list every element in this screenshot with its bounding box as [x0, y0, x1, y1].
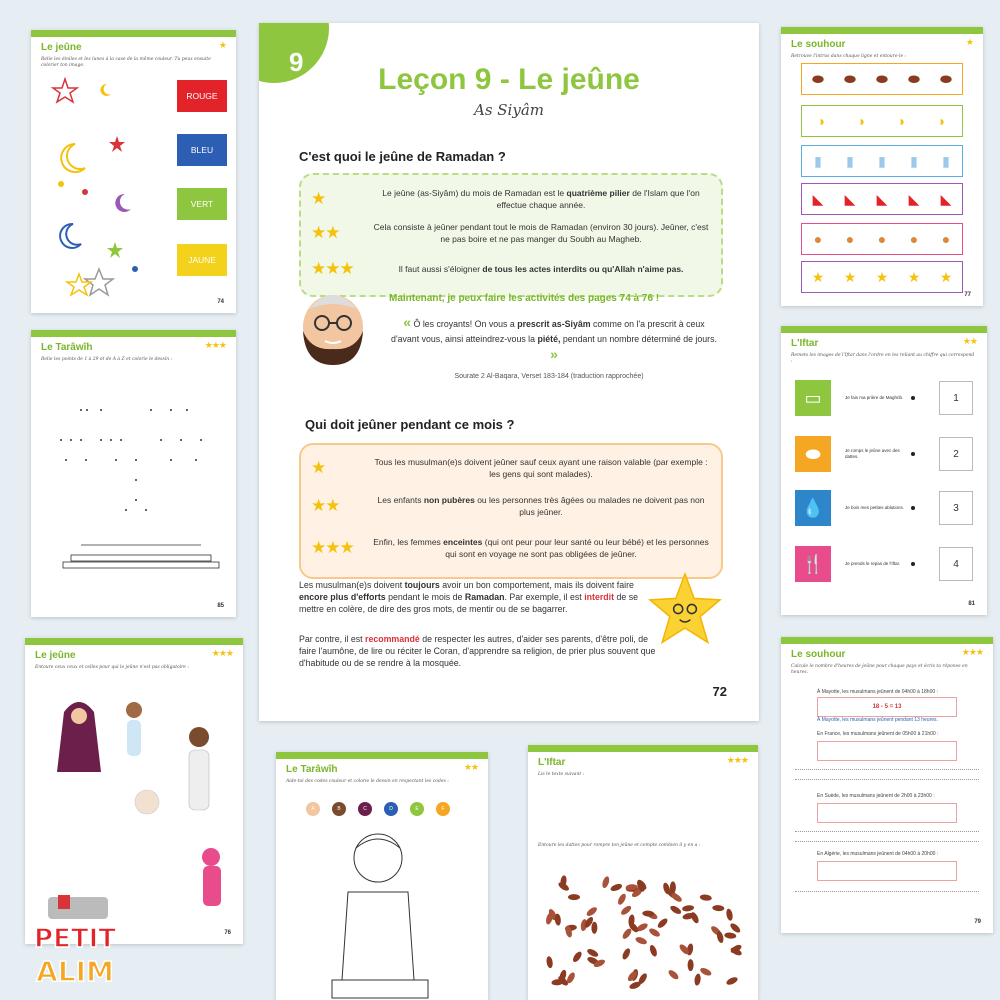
info-row: ★★ Cela consiste à jeûner pendant tout le mois de Ramadan (environ 30 jours). Jeûner, c'est ne pas boire et ne pas manger du Soubh au Magheb.: [311, 222, 709, 244]
date-fruit: [667, 968, 680, 980]
answer-field[interactable]: [817, 803, 957, 823]
star-icon: ★★★: [961, 647, 983, 657]
star-icon: ★★★: [211, 648, 233, 658]
page-79: Le souhour ★★★ Calcule le nombre d'heures de jeûne pour chaque pays et écris ta réponse en heures. À Mayotte, les musulmans jeûnent de 04h00 à 18h00 : 18 - 5 = 13 À Mayotte, les musulmans jeûnent pendant 13 heures. En France, les musulmans jeûnent de 05h00 à 21h00 : En Suède, les musulmans jeûnent de 2h00 à 23h00 : En Algérie, les musulmans jeûnent de 04h00 à 20h00 : 79: [781, 637, 993, 933]
star-icon: ★: [218, 40, 226, 50]
date-fruit: [712, 905, 724, 912]
star-icon: ★★: [311, 223, 340, 242]
iftar-step: ⬬ Je romps le jeûne avec des dattes. 2: [795, 436, 973, 472]
section-heading-1: C'est quoi le jeûne de Ramadan ?: [299, 149, 506, 164]
color-code-f: F: [436, 802, 450, 816]
page-74: Le jeûne ★ Relie les étoiles et les lunes à la case de la même couleur. Tu peux ensuite colorier ton image. ROUGE BLEU VERT JAUNE 74: [31, 30, 236, 313]
info-row: ★ Tous les musulman(e)s doivent jeûner sauf ceux ayant une raison valable (par exemple : les gens qui sont malades).: [311, 457, 708, 479]
date-fruit: [688, 959, 694, 971]
stars-moons-illustration: [45, 74, 165, 304]
answer-field[interactable]: [817, 741, 957, 761]
page-number: 85: [217, 603, 224, 609]
info-row: ★★ Les enfants non pubères ou les personnes très âgées ou malades ne doivent pas non plus jeûner.: [311, 495, 705, 517]
date-fruit: [571, 950, 583, 963]
date-fruit: [620, 904, 633, 916]
prayer-mat-icon: ▭: [795, 380, 831, 416]
color-code-e: E: [410, 802, 424, 816]
info-box-2: [299, 443, 723, 579]
star-icon: ★★: [463, 762, 478, 772]
info-row: ★ Le jeûne (as-Siyâm) du mois de Ramadan est le quatrième pilier de l'Islam que l'on effectue chaque année.: [311, 188, 700, 210]
fork-knife-icon: 🍴: [795, 546, 831, 582]
section-heading-2: Qui doit jeûner pendant ce mois ?: [305, 417, 515, 432]
page-tarawih-coloring: Le Tarâwîh ★★ Aide-toi des codes couleur et colorie le dessin en respectant les codes : A B C D E F: [276, 752, 488, 1000]
date-fruit: [635, 936, 648, 946]
date-fruit: [621, 947, 632, 960]
date-fruit: [669, 904, 682, 915]
page-81: L'Iftar ★★ Remets les images de l'Iftar dans l'ordre en les reliant au chiffre qui correspond : ▭ Je fais ma prière de Maghrib. 1 ⬬ Je romps le jeûne avec des dattes. 2 💧 Je bois mes petites ablutions. 3 🍴 Je prends le repas de l'Iftar. 4 81: [781, 326, 987, 615]
iftar-step: 🍴 Je prends le repas de l'Iftar. 4: [795, 546, 973, 582]
page-number: 74: [217, 299, 224, 305]
info-row: ★★★ Enfin, les femmes enceintes (qui ont peur pour leur santé ou leur bébé) et les personnes qui sont en voyage ne sont pas obligées de jeûner.: [311, 537, 709, 559]
page-subtitle: As Siyâm: [473, 101, 544, 119]
date-fruit: [694, 973, 702, 986]
row-bananas: ◗ ◗ ◗ ◗: [801, 105, 963, 137]
page-title: Leçon 9 - Le jeûne: [378, 63, 640, 96]
dates-icon: ⬬: [795, 436, 831, 472]
page-iftar-dates: L'Iftar ★★★ Lis le texte suivant : Entoure les dattes pour rompre ton jeûne et compte combien il y en a :: [528, 745, 758, 1000]
page-title: Le jeûne: [35, 650, 76, 661]
row-dates: ⬬ ⬬ ⬬ ⬬ ⬬: [801, 63, 963, 95]
date-fruit: [601, 876, 610, 889]
date-fruit: [648, 927, 661, 938]
color-label-green: VERT: [177, 188, 227, 220]
star-icon: ★★★: [311, 538, 354, 557]
star-icon: ★: [311, 189, 326, 208]
page-number: 72: [712, 684, 727, 699]
answer-box: 2: [939, 437, 973, 471]
star-icon: ★: [311, 458, 326, 477]
date-fruit: [649, 944, 659, 957]
quran-quote: « Ô les croyants! On vous a prescrit as-Siyâm comme on l'a prescrit à ceux d'avant vous, ainsi atteindrez-vous la piété, pendant un nombre déterminé de jours. »: [391, 314, 717, 362]
page-title: L'Iftar: [538, 757, 566, 768]
date-fruit: [724, 932, 737, 939]
petit-alim-logo: [18, 895, 133, 990]
lesson-page-72: [259, 23, 759, 721]
date-fruit: [585, 906, 598, 918]
row-nuts: ● ● ● ● ●: [801, 223, 963, 255]
row-stars: ★ ★ ★ ★ ★: [801, 261, 963, 293]
praying-man-outline: [326, 830, 436, 1000]
page-number: 76: [224, 930, 231, 936]
color-code-d: D: [384, 802, 398, 816]
date-fruit: [729, 922, 742, 934]
date-fruit: [682, 904, 695, 912]
date-fruit: [725, 976, 738, 987]
teacher-face-icon: [295, 281, 371, 365]
answer-field: 18 - 5 = 13: [817, 697, 957, 717]
activities-note: Maintenant, je peux faire les activités des pages 74 à 76 !: [389, 293, 660, 304]
dates-illustration: [542, 873, 744, 995]
color-label-blue: BLEU: [177, 134, 227, 166]
row-watermelon: ◣ ◣ ◣ ◣ ◣: [801, 183, 963, 215]
color-label-yellow: JAUNE: [177, 244, 227, 276]
star-icon: ★★: [962, 336, 977, 346]
date-fruit: [610, 883, 623, 893]
star-icon: ★★★: [311, 259, 354, 278]
page-85: Le Tarâwîh ★★★ Relie les points de 1 à 29 et de A à Z et colorie le dessin : 85: [31, 330, 236, 617]
date-fruit: [699, 966, 712, 977]
paragraph-2: Par contre, il est recommandé de respecter les autres, d'aider ses parents, d'être poli, de faire l'aumône, de lire ou réciter le Coran, d'apprendre sa religion, de prier plus souvent que d'habitude ou de se rendre à la mosquée.: [299, 634, 656, 668]
color-code-a: A: [306, 802, 320, 816]
answer-box: 4: [939, 547, 973, 581]
water-drop-icon: 💧: [795, 490, 831, 526]
page-number: 77: [964, 292, 971, 298]
date-fruit: [616, 892, 627, 905]
color-code-b: B: [332, 802, 346, 816]
date-fruit: [725, 908, 733, 921]
iftar-step: ▭ Je fais ma prière de Maghrib. 1: [795, 380, 973, 416]
color-code-c: C: [358, 802, 372, 816]
answer-field[interactable]: [817, 861, 957, 881]
page-number: 79: [974, 919, 981, 925]
svg-text:ALIM: ALIM: [36, 955, 114, 988]
page-title: Le jeûne: [41, 42, 82, 53]
row-water: ▮ ▮ ▮ ▮ ▮: [801, 145, 963, 177]
star-icon: ★★★: [204, 340, 226, 350]
dot-to-dot-mosque: [41, 390, 226, 580]
page-title: Le Tarâwîh: [286, 764, 338, 775]
svg-text:PETIT: PETIT: [34, 924, 116, 954]
answer-box: 1: [939, 381, 973, 415]
star-icon: ★★: [311, 496, 340, 515]
info-box-1: [299, 173, 723, 297]
page-77: Le souhour ★ Retrouve l'intrus dans chaque ligne et entoure-le : ⬬ ⬬ ⬬ ⬬ ⬬ ◗ ◗ ◗ ◗ ▮ ▮ ▮ ▮ ▮ ◣ ◣ ◣ ◣ ◣ ● ● ● ● ● ★ ★ ★ ★ ★ 77: [781, 27, 983, 306]
iftar-step: 💧 Je bois mes petites ablutions. 3: [795, 490, 973, 526]
date-fruit: [546, 956, 554, 969]
date-fruit: [568, 894, 580, 900]
color-label-red: ROUGE: [177, 80, 227, 112]
date-fruit: [699, 894, 712, 901]
page-title: Le souhour: [791, 39, 846, 50]
answer-box: 3: [939, 491, 973, 525]
page-number: 81: [968, 601, 975, 607]
date-fruit: [586, 947, 599, 958]
date-fruit: [591, 922, 597, 934]
info-row: ★★★ Il faut aussi s'éloigner de tous les actes interdits ou qu'Allah n'aime pas.: [311, 259, 684, 278]
page-76: Le jeûne ★★★ Entoure ceux ceux et celles pour qui le jeûne n'est pas obligatoire : 76: [25, 638, 243, 944]
date-fruit: [656, 917, 669, 930]
page-title: Le souhour: [791, 649, 846, 660]
lesson-number: 9: [289, 47, 304, 77]
smiling-star-icon: [647, 571, 723, 647]
page-title: Le Tarâwîh: [41, 342, 93, 353]
paragraph-1: Les musulman(e)s doivent toujours avoir un bon comportement, mais ils doivent faire encore plus d'efforts pendant le mois de Ramadan. Par exemple, il est interdit de se mettre en colère, de dire des gros mots, de mentir ou de se bagarrer.: [299, 580, 638, 614]
page-title: L'Iftar: [791, 338, 819, 349]
star-icon: ★★★: [726, 755, 748, 765]
star-icon: ★: [965, 37, 973, 47]
quote-source: Sourate 2 Al-Baqara, Verset 183-184 (traduction rapprochée): [454, 373, 644, 380]
